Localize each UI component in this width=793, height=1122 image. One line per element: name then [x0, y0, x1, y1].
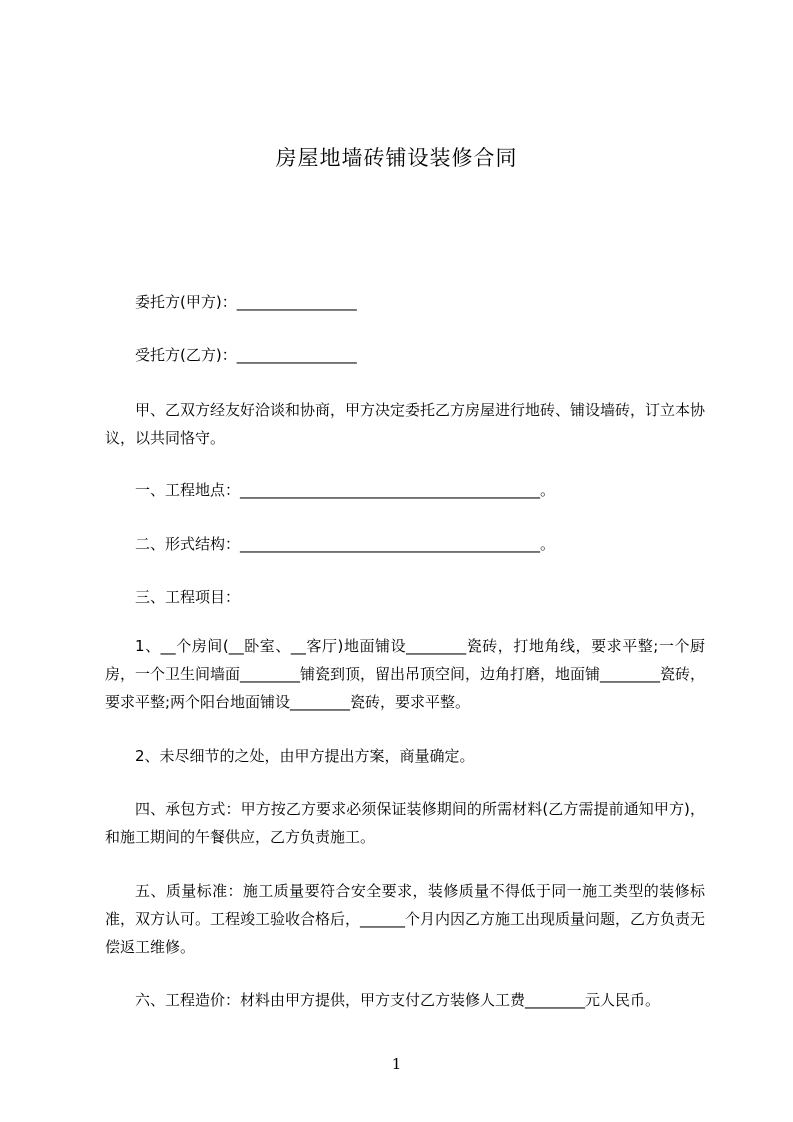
- party-a-line: 委托方(甲方)：________________: [135, 293, 357, 311]
- party-b-line: 受托方(乙方)：________________: [135, 346, 357, 364]
- clause-location: 一、工程地点：________________________________________。: [135, 481, 556, 499]
- clause-quality-standard: 五、质量标准：施工质量要符合安全要求，装修质量不得低于同一施工类型的装修标准，双方认可。工程竣工验收合格后，______个月内因乙方施工出现质量问题，乙方负责无偿返工维修。: [105, 882, 706, 956]
- page-number: 1: [391, 1055, 402, 1073]
- clause-contract-method: 四、承包方式：甲方按乙方要求必须保证装修期间的所需材料(乙方需提前通知甲方)，和施工期间的午餐供应，乙方负责施工。: [105, 800, 705, 846]
- intro-paragraph: 甲、乙双方经友好洽谈和协商，甲方决定委托乙方房屋进行地砖、铺设墙砖，订立本协议，以共同恪守。: [105, 401, 706, 447]
- clause-project-item-2: 2、未尽细节的之处，由甲方提出方案，商量确定。: [135, 747, 475, 765]
- clause-project: 三、工程项目：: [135, 588, 241, 606]
- clause-structure: 二、形式结构：________________________________________。: [135, 535, 556, 553]
- clause-project-cost: 六、工程造价：材料由甲方提供，甲方支付乙方装修人工费________元人民币。: [135, 991, 661, 1009]
- contract-title: 房屋地墙砖铺设装修合同: [275, 146, 518, 170]
- clause-project-item-1: 1、__个房间(__卧室、__客厅)地面铺设________瓷砖，打地角线，要求平整;一个厨房，一个卫生间墙面________铺瓷到顶，留出吊顶空间，边角打磨，地面铺________瓷砖，要求平整;两个阳台地面铺设________瓷砖，要求平整。: [105, 637, 706, 711]
